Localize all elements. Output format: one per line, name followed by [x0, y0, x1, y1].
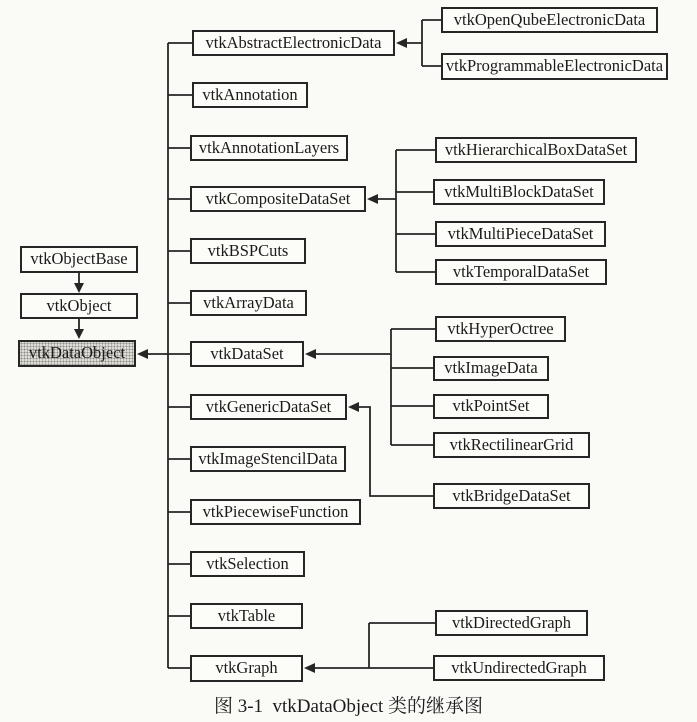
class-box-vtkPiecewiseFunction: vtkPiecewiseFunction [190, 499, 361, 525]
class-box-vtkUndirectedGraph: vtkUndirectedGraph [433, 655, 605, 681]
class-box-vtkHierarchicalBoxDataSet: vtkHierarchicalBoxDataSet [435, 137, 637, 163]
class-box-vtkDataObject: vtkDataObject [18, 340, 136, 367]
class-box-vtkHyperOctree: vtkHyperOctree [435, 316, 566, 342]
class-box-vtkRectilinearGrid: vtkRectilinearGrid [433, 432, 590, 458]
class-box-vtkOpenQubeElectronicData: vtkOpenQubeElectronicData [441, 7, 658, 33]
class-box-vtkArrayData: vtkArrayData [190, 290, 307, 316]
class-box-vtkGraph: vtkGraph [190, 655, 303, 682]
class-box-vtkImageStencilData: vtkImageStencilData [190, 446, 346, 472]
class-box-vtkProgrammableElectronicData: vtkProgrammableElectronicData [441, 53, 668, 80]
class-box-vtkMultiPieceDataSet: vtkMultiPieceDataSet [435, 221, 606, 247]
class-box-vtkPointSet: vtkPointSet [433, 394, 549, 419]
class-box-vtkAnnotationLayers: vtkAnnotationLayers [190, 135, 348, 161]
class-box-vtkAbstractElectronicData: vtkAbstractElectronicData [192, 30, 395, 56]
class-box-vtkObject: vtkObject [20, 293, 138, 319]
class-box-vtkDirectedGraph: vtkDirectedGraph [435, 610, 588, 636]
class-box-vtkBSPCuts: vtkBSPCuts [190, 238, 306, 264]
class-box-vtkGenericDataSet: vtkGenericDataSet [190, 394, 347, 420]
class-box-vtkObjectBase: vtkObjectBase [20, 246, 138, 273]
class-box-vtkMultiBlockDataSet: vtkMultiBlockDataSet [433, 179, 605, 205]
class-box-vtkTemporalDataSet: vtkTemporalDataSet [435, 259, 607, 285]
class-box-vtkSelection: vtkSelection [190, 551, 305, 577]
figure-caption: 图 3-1 vtkDataObject 类的继承图 [213, 696, 484, 717]
class-box-vtkCompositeDataSet: vtkCompositeDataSet [190, 186, 366, 212]
class-box-vtkImageData: vtkImageData [433, 356, 549, 381]
class-box-vtkDataSet: vtkDataSet [190, 341, 304, 367]
class-box-vtkAnnotation: vtkAnnotation [192, 82, 308, 108]
class-box-vtkTable: vtkTable [190, 603, 303, 629]
class-box-vtkBridgeDataSet: vtkBridgeDataSet [433, 483, 590, 509]
